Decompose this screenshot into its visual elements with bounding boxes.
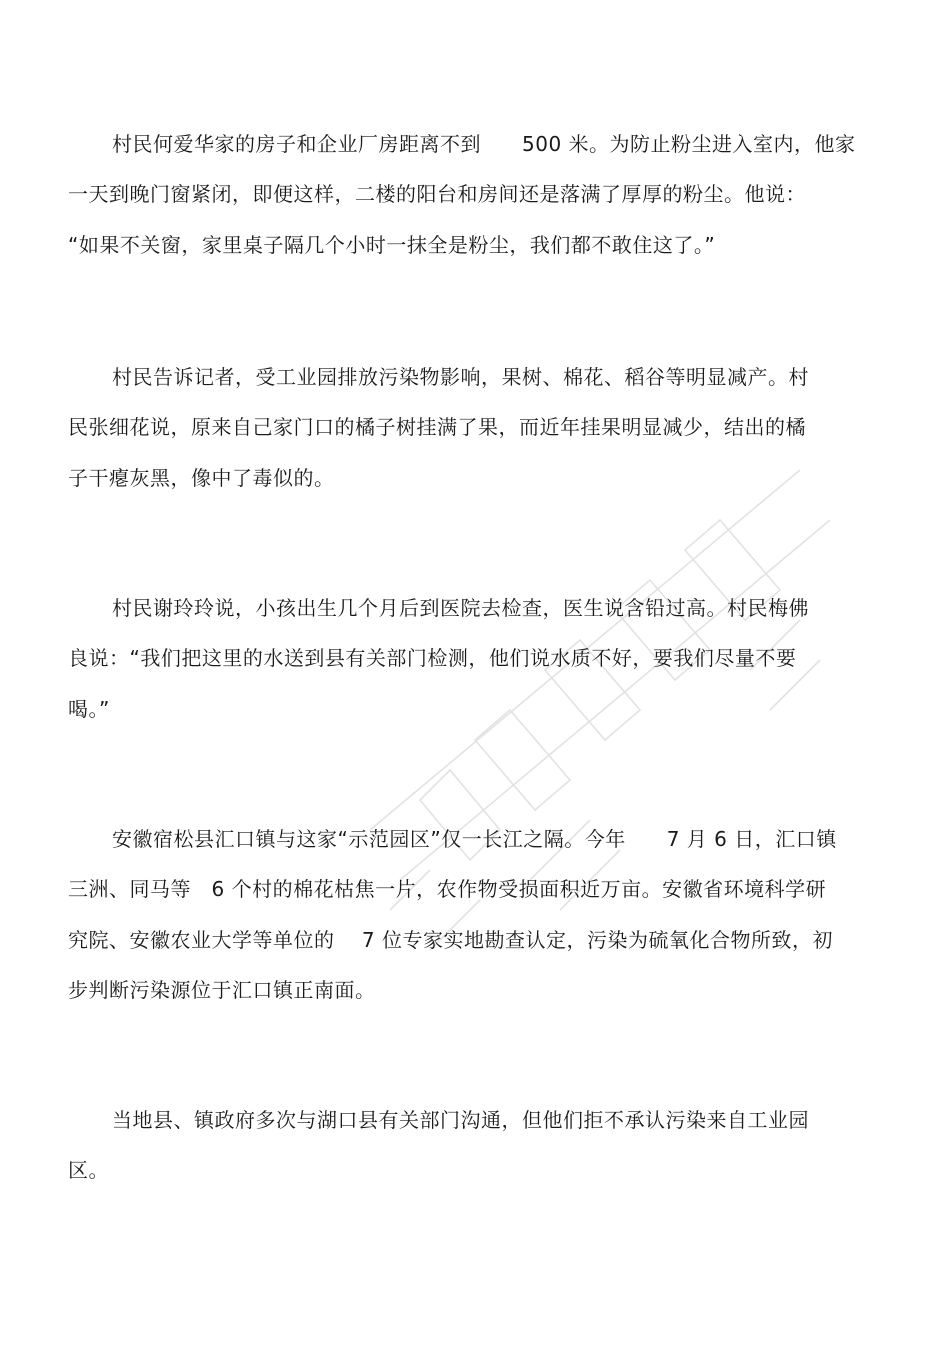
paragraph-2-line-2: 民张细花说，原来自己家门口的橘子树挂满了果，而近年挂果明显减少，结出的橘 — [68, 415, 806, 439]
paragraph-5-line-1: 当地县、镇政府多次与湖口县有关部门沟通，但他们拒不承认污染来自工业园 — [112, 1108, 809, 1132]
paragraph-1-line-3: “如果不关窗，家里桌子隔几个小时一抹全是粉尘，我们都不敢住这了。” — [68, 233, 716, 257]
paragraph-3-line-2: 良说：“我们把这里的水送到县有关部门检测，他们说水质不好，要我们尽量不要 — [68, 646, 797, 670]
paragraph-2-line-1: 村民告诉记者，受工业园排放污染物影响，果树、棉花、稻谷等明显减产。村 — [112, 365, 809, 389]
paragraph-1-line-2: 一天到晚门窗紧闭，即便这样，二楼的阳台和房间还是落满了厚厚的粉尘。他说： — [68, 182, 806, 206]
paragraph-3-line-3: 喝。” — [68, 697, 110, 721]
paragraph-4-line-4: 步判断污染源位于汇口镇正南面。 — [68, 978, 376, 1002]
paragraph-4-line-3: 究院、安徽农业大学等单位的 7 位专家实地勘查认定，污染为硫氧化合物所致，初 — [68, 928, 833, 952]
paragraph-4-line-1: 安徽宿松县汇口镇与这家“示范园区”仅一长江之隔。今年 7 月 6 日，汇口镇 — [112, 827, 837, 851]
paragraph-3-line-1: 村民谢玲玲说，小孩出生几个月后到医院去检查，医生说含铅过高。村民梅佛 — [112, 596, 809, 620]
paragraph-2-line-3: 子干瘪灰黑，像中了毒似的。 — [68, 466, 335, 490]
paragraph-1-line-1: 村民何爱华家的房子和企业厂房距离不到 500 米。为防止粉尘进入室内，他家 — [112, 132, 856, 156]
paragraph-5-line-2: 区。 — [68, 1158, 109, 1182]
paragraph-4-line-2: 三洲、同马等 6 个村的棉花枯焦一片，农作物受损面积近万亩。安徽省环境科学研 — [68, 877, 827, 901]
